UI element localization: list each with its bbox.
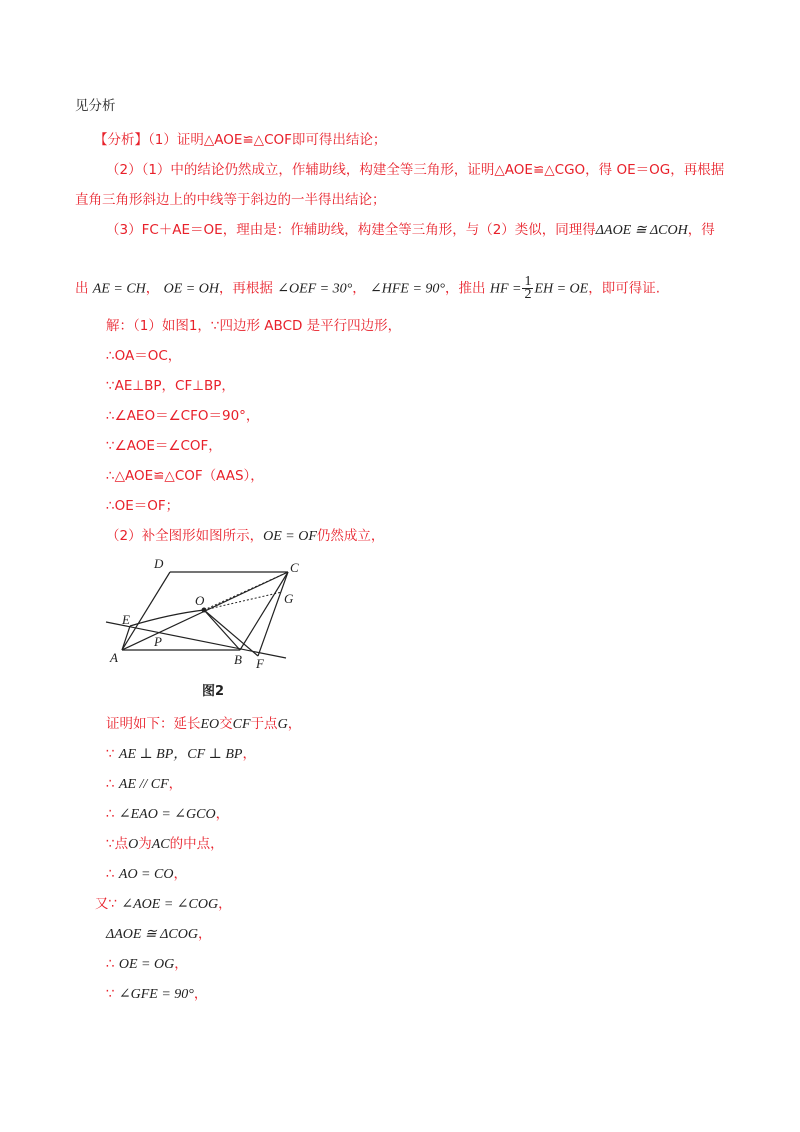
math-o: O [128, 837, 139, 852]
segment-ob [204, 610, 240, 650]
solution-line-5: ∵∠AOE＝∠COF， [106, 438, 222, 454]
proof-1-end: ， [287, 716, 302, 732]
also-because: 又∵ [95, 896, 118, 912]
math-ae-ch: AE = CH [92, 281, 146, 297]
sep-1: ， [145, 280, 160, 297]
analysis-tag: 【分析】 [94, 132, 148, 148]
math-aoe-cog: ΔAOE ≅ ΔCOG [106, 927, 198, 942]
math-eh-oe: EH = OE [534, 281, 589, 297]
proof-line-2 [106, 744, 256, 765]
solution2-post: 仍然成立， [316, 528, 385, 544]
proof-line-4 [106, 804, 229, 825]
math-angle-eao: ∠EAO = ∠GCO [118, 807, 216, 822]
answer-header: 见分析 [75, 98, 116, 114]
geometry-figure [100, 556, 315, 676]
math-perp: AE ⊥ BP，CF ⊥ BP [118, 747, 243, 762]
label-g: G [284, 591, 294, 606]
proof-10-end: ， [193, 986, 208, 1002]
proof-line-3 [106, 774, 182, 795]
math-g: G [277, 717, 288, 732]
text-4: ，即可得证. [588, 280, 661, 297]
fraction-half [522, 276, 533, 301]
proof-3-end: ， [168, 776, 183, 792]
therefore-symbol: ∴ [106, 776, 115, 792]
solution-line-3: ∵AE⊥BP，CF⊥BP， [106, 378, 235, 394]
label-e: E [122, 612, 130, 627]
math-hf: HF = [489, 281, 522, 297]
math-oe-of: OE = OF [263, 529, 317, 544]
math-eo: EO [200, 717, 220, 732]
label-f: F [256, 656, 264, 671]
analysis-line-2: （2）（1）中的结论仍然成立，作辅助线，构建全等三角形，证明△AOE≌△CGO，得 OE＝OG，再根据 [106, 162, 725, 178]
solution2-pre: （2）补全图形如图所示， [106, 528, 264, 544]
fraction-denominator: 2 [524, 287, 532, 302]
proof-1-mid: 交 [219, 716, 233, 732]
label-c: C [290, 560, 299, 575]
therefore-symbol: ∴ [106, 956, 115, 972]
analysis-line-1 [94, 130, 386, 150]
proof-1-mid2: 于点 [250, 716, 278, 732]
analysis-text-4: （3）FC＋AE＝OE，理由是：作辅助线，构建全等三角形，与（2）类似，同理得 [106, 222, 596, 238]
because-symbol: ∵ [106, 746, 115, 762]
proof-line-8 [106, 924, 211, 945]
text-2: ，再根据 [218, 280, 273, 297]
solution2-intro [106, 526, 384, 547]
therefore-symbol: ∴ [106, 866, 115, 882]
solution-line-7: ∴OE＝OF； [106, 498, 180, 514]
proof-5-end: 的中点， [169, 836, 224, 852]
math-ao-co: AO = CO [118, 867, 174, 882]
analysis-tail-4: ，得 [687, 222, 715, 238]
proof-8-end: ， [197, 926, 212, 942]
math-parallel: AE // CF [118, 777, 169, 792]
because-symbol: ∵ [106, 986, 115, 1002]
proof-9-end: ， [174, 956, 188, 972]
therefore-symbol: ∴ [106, 806, 115, 822]
math-cf: CF [232, 717, 251, 732]
solution-line-6: ∴△AOE≌△COF（AAS）， [106, 468, 264, 484]
solution-line-1: 解：（1）如图1，∵四边形 ABCD 是平行四边形， [106, 318, 402, 334]
analysis-pre-5: 出 [75, 280, 89, 297]
proof-4-end: ， [215, 806, 230, 822]
proof-line-10 [106, 984, 207, 1005]
proof-5-mid: 为 [138, 836, 152, 852]
proof-line-6 [106, 864, 187, 885]
math-angle-gfe: ∠GFE = 90° [118, 987, 194, 1002]
label-a: A [110, 650, 118, 665]
math-oe-og: OE = OG [118, 957, 175, 972]
analysis-line-4 [106, 220, 715, 241]
math-ac: AC [151, 837, 170, 852]
proof-line-5 [106, 834, 224, 855]
label-p: P [154, 634, 162, 649]
math-oef: ∠OEF = 30° [277, 281, 353, 297]
sep-2: ， [352, 280, 366, 297]
label-o: O [195, 593, 205, 608]
point-o [202, 608, 207, 613]
proof-line-1 [106, 714, 301, 735]
because-point: ∵点 [106, 836, 129, 852]
math-aoe-coh: ΔAOE ≅ ΔCOH [595, 223, 688, 238]
math-oe-oh: OE = OH [163, 281, 219, 297]
proof-line-9 [106, 954, 188, 975]
analysis-line-5 [75, 276, 660, 301]
solution-line-4: ∴∠AEO＝∠CFO＝90°， [106, 408, 260, 424]
proof-6-end: ， [173, 866, 187, 882]
solution-line-2: ∴OA＝OC， [106, 348, 182, 364]
analysis-text-1: （1）证明△AOE≌△COF即可得出结论； [148, 132, 387, 148]
label-b: B [234, 652, 242, 667]
analysis-line-3: 直角三角形斜边上的中线等于斜边的一半得出结论； [75, 192, 386, 208]
fraction-numerator: 1 [524, 274, 532, 289]
text-3: ，推出 [445, 280, 486, 297]
math-hfe: ∠HFE = 90° [370, 281, 446, 297]
label-d: D [154, 556, 164, 571]
proof-1-pre: 证明如下：延长 [106, 716, 201, 732]
proof-2-end: ， [242, 746, 256, 762]
figure-caption: 图2 [202, 684, 225, 699]
proof-line-7 [95, 894, 232, 915]
proof-7-end: ， [218, 896, 232, 912]
math-angle-aoe: ∠AOE = ∠COG [121, 897, 219, 912]
